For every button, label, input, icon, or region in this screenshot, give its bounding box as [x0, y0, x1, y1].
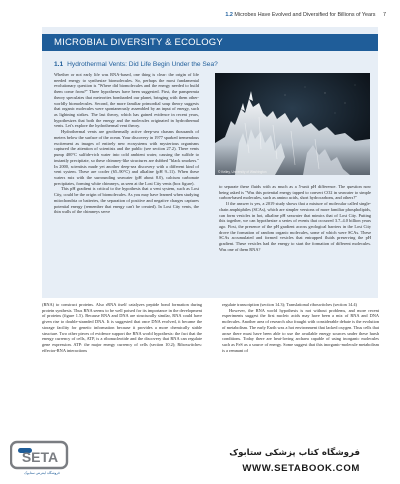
- setabook-logo: [10, 440, 72, 474]
- section-number: 1.2: [225, 12, 233, 18]
- paragraph: This pH gradient is critical to the hypothesis that a vent system, such as Lost City, could be the origin of biomolecules. As you may have learned when studying mitochondria or batteries, the separation of positive and negative charges captures potential energy (remember that energy can't be created). In Lost City vents, the thin walls of the chimneys serve: [54, 186, 199, 215]
- lost-city-vent-photo: [215, 73, 370, 175]
- body-column-left: [42, 302, 202, 436]
- paragraph: (RNA) to construct proteins. Also rRNA itself catalyzes peptide bond formation during protein synthesis. Thus RNA seems to be well poised for its importance in the development of proteins (figure 1.5). Because RNA and DNA are structurally similar, RNA could have given rise to double-stranded DNA. It is suggested that once DNA evolved, it became the storage facility for genetic information because it provides a more chemically stable structure. Two other pieces of evidence support the RNA world hypothesis: the fact that the energy currency of cells, ATP, is a ribonucleotide and the discovery that RNA can regulate gene expression. ATP: the major energy currency of cells (section 10.2); Riboswitches: effector-RNA interactions: [42, 302, 202, 353]
- vent-photo-illustration: [215, 73, 370, 175]
- store-url: WWW.SETABOOK.COM: [242, 463, 360, 474]
- running-header: [225, 12, 386, 18]
- paragraph: Hydrothermal vents are geothermally active deep-sea chasms thousands of meters below the surface of the ocean. Your discovery in 1977 sparked tremendous excitement as images of entirely new ecosystems with mysterious organisms captured the attention of scientists and the public (see section 27.2). There vents pump 400°C sulfide-rich water into cold ambient water, causing the sulfide to instantly precipitate, so these chimney-like structures are dubbed "black smokers." In 2000, scientists made yet another deep-sea discovery with a different kind of vent system. These are cooler (65–90°C) and alkaline (pH 9–11). When these waters mix with the surrounding seawater (pH about 8.0), calcium carbonate precipitates, forming white chimneys, as seen at the Lost City vents (box figure).: [54, 129, 199, 186]
- paragraph: However, the RNA world hypothesis is not without problems, and more recent experiments suggest the first nucleic acids may have been a mix of RNA and DNA molecules. Another area of research also fraught with considerable debate is the evolution of metabolism. The early Earth was a hot environment that lacked oxygen. Thus cells that arose there must have been able to use the available energy sources under these harsh conditions. Today there are heat-loving archaea capable of using inorganic molecules such as FeS as a source of energy. Some suggest that this inorganic-molecule metabolism is a remnant of: [222, 307, 379, 353]
- page-number: 7: [383, 12, 386, 18]
- paragraph: If the answer is yes, a 2019 study shows that a mixture of molecular called single-chain amphiphiles (SCAs), which are simpler versions of more familiar phospholipids, can form vesicles in hot, alkaline pH seawater that mimics that of Lost City. Putting this together, we can hypothesize a series of events that occurred 3.7–4.0 billion years ago. First, the presence of the pH gradient across geological barriers in the Lost City drove the formation of random organic molecules, some of which were SCAs. These SCAs accumulated and formed vesicles that entrapped fluids preserving the pH gradient. These vesicles had the energy to start the formation of different molecules. Was one of them RNA?: [219, 201, 371, 252]
- box-headline: [54, 61, 218, 68]
- photo-credit: © Kelley, University of Washington: [218, 170, 267, 174]
- box-number: 1.1: [54, 61, 64, 68]
- store-name: فروشگاه کتاب پزشکی ستابوک: [229, 448, 360, 458]
- box-column-left: [54, 72, 199, 288]
- paragraph: to separate these fluids with as much as a 5-unit pH difference. The question now being asked is "Was this potential energy tapped to convert CO2 in seawater to simple carbon-based molecules, such as amino acids, short hydrocarbons, and others?": [219, 184, 371, 201]
- box-column-right: [219, 184, 371, 292]
- box-banner: MICROBIAL DIVERSITY & ECOLOGY: [42, 34, 378, 51]
- running-title: Microbes Have Evolved and Diversified for Billions of Years: [234, 12, 376, 18]
- logo-text: SETA: [21, 449, 59, 465]
- paragraph: Whether or not early life was RNA-based, one thing is clear: the origin of life needed energy to synthesize biomolecules. So, perhaps the most fundamental evolutionary question is "Where did biomolecules and the energy needed to build them come from?" Three hypotheses have been suggested. First, the panspermia theory speculates that meteorites bombarded our planet, bringing with them other-worldly biomolecules. Second, the more familiar primordial soup theory suggests that organic molecules were spontaneously assembled by an input of energy, such as lightning strikes. The last theory, which has gained evidence in recent years, hypothesizes that both the energy and the molecules originated in hydrothermal vents. Let's explore the hydrothermal vent theory.: [54, 72, 199, 129]
- body-column-right: [222, 302, 379, 436]
- logo-subtitle: فروشگاه اینترنتی ستابوک: [24, 471, 60, 475]
- paragraph: regulate transcription (section 14.3); Translational riboswitches (section 14.4): [222, 302, 357, 307]
- box-title: Hydrothermal Vents: Did Life Begin Under the Sea?: [67, 61, 218, 68]
